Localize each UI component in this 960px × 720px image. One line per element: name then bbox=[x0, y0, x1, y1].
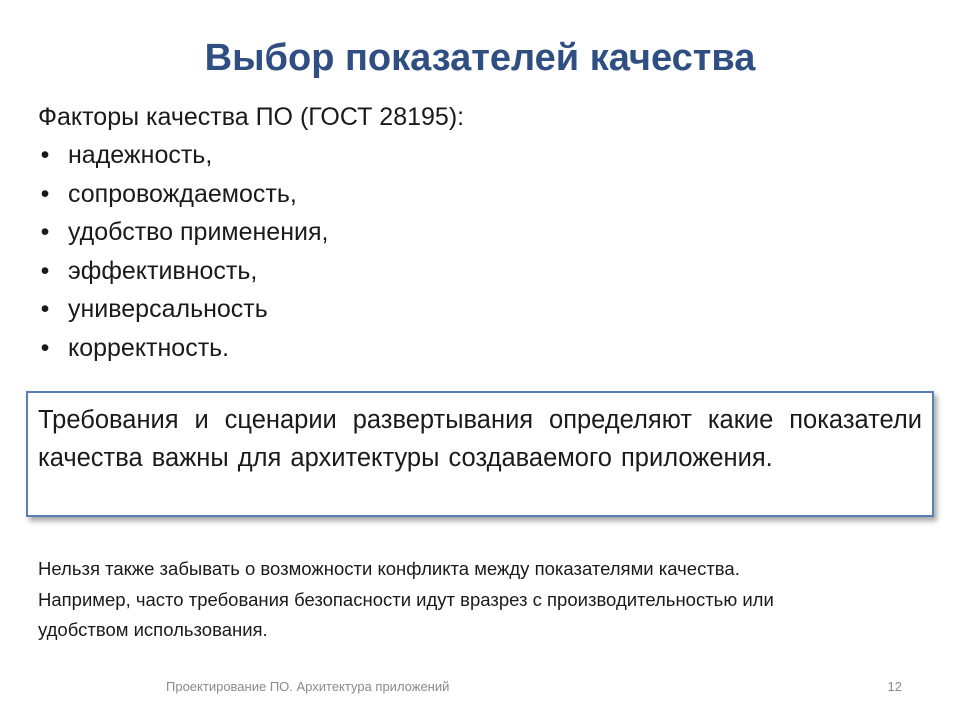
bullet-icon: • bbox=[40, 295, 50, 324]
list-item bbox=[38, 213, 328, 252]
factor-label: сопровождаемость, bbox=[68, 179, 297, 208]
bullet-icon: • bbox=[40, 218, 50, 247]
list-item bbox=[38, 252, 328, 291]
bullet-icon: • bbox=[40, 179, 50, 208]
bullet-icon: • bbox=[40, 256, 50, 285]
note-line: Нельзя также забывать о возможности конфликта между показателями качества. bbox=[38, 558, 740, 579]
factor-label: эффективность, bbox=[68, 256, 258, 285]
callout-text: Требования и сценарии развертывания определяют какие показатели качества важны для архитектуры создаваемого приложения. bbox=[38, 406, 922, 472]
factor-label: универсальность bbox=[68, 295, 268, 324]
factors-intro: Факторы качества ПО (ГОСТ 28195): bbox=[38, 103, 465, 131]
factor-label: надежность, bbox=[68, 141, 213, 169]
slide-title: Выбор показателей качества bbox=[204, 37, 756, 79]
list-item bbox=[38, 290, 328, 329]
list-item bbox=[38, 136, 328, 175]
list-item bbox=[38, 329, 328, 368]
note-line: удобством использования. bbox=[38, 619, 268, 640]
footer-course-title: Проектирование ПО. Архитектура приложений bbox=[166, 679, 450, 694]
conflict-note bbox=[38, 554, 928, 646]
factor-label: удобство применения, bbox=[68, 218, 329, 247]
note-line: Например, часто требования безопасности идут вразрез с производительностью или bbox=[38, 588, 774, 610]
page-number: 12 bbox=[887, 679, 902, 694]
factor-label: корректность. bbox=[68, 333, 230, 362]
bullet-icon: • bbox=[40, 333, 50, 362]
bullet-icon: • bbox=[40, 141, 50, 169]
callout-box bbox=[26, 391, 934, 517]
factor-list bbox=[38, 136, 328, 368]
list-item bbox=[38, 175, 328, 214]
